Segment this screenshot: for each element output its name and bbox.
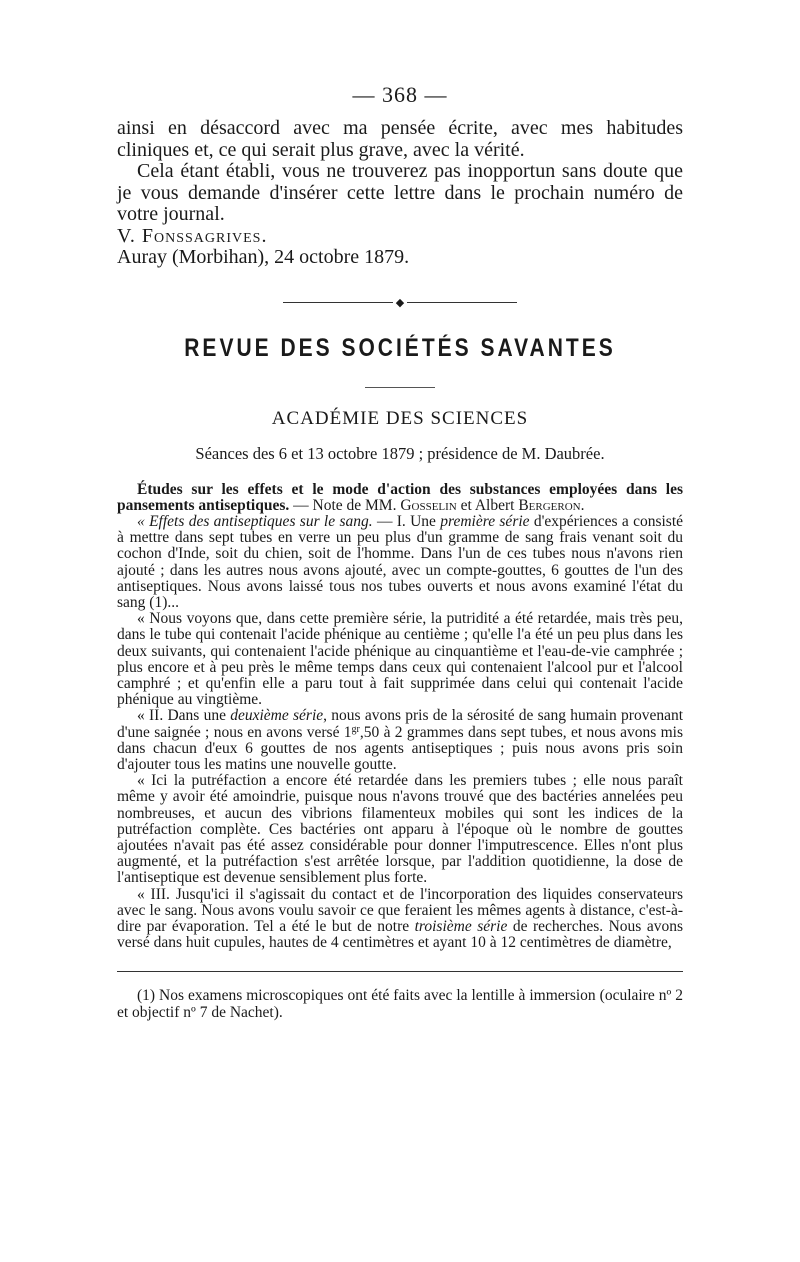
document-page — [117, 82, 683, 1021]
section-title: REVUE DES SOCIÉTÉS SAVANTES — [184, 334, 616, 362]
sessions-line: Séances des 6 et 13 octobre 1879 ; présidence de M. Daubrée. — [195, 443, 605, 463]
author-name: Bergeron — [518, 496, 581, 514]
author-name: Gosselin — [400, 496, 457, 514]
footnote: (1) Nos examens microscopiques ont été faits avec la lentille à immersion (oculaire nº 2 et objectif nº 7 de Nachet). — [117, 987, 683, 1021]
letter-paragraph: ainsi en désaccord avec ma pensée écrite, avec mes habitudes cliniques et, ce qui serait plus grave, avec la vérité. — [117, 117, 683, 161]
short-divider — [365, 387, 435, 388]
letter-closing — [117, 118, 683, 269]
article-title: Études sur les effets et le mode d'action des substances employées dans les pansements antiseptiques. — [117, 480, 683, 514]
sub-heading: « Effets des antiseptiques sur le sang. — [137, 512, 373, 530]
footnote-divider — [117, 971, 683, 972]
letter-place-date: Auray (Morbihan), 24 octobre 1879. — [117, 246, 410, 268]
article-paragraph: « Nous voyons que, dans cette première série, la putridité a été retardée, mais très peu, dans le tube qui contenait l'acide phénique au centième ; qu'elle l'a été un peu plus dans les deux suivants, qui contenaient l'acide phénique au cinquantième et l'eau-de-vie camphrée ; plus encore et à peu près le même temps dans ceux qui contenaient l'alcool pur et l'alcool camphré ; et qu'enfin elle a paru tout à fait supprimée dans celui qui contenait l'acide phénique au vingtième. — [117, 610, 683, 709]
article-paragraph: « Effets des antiseptiques sur le sang. — I. Une première série d'expériences a consisté à mettre dans sept tubes en verre un peu plus d'un gramme de sang frais venant soit du cochon d'Inde, soit du chien, soit de l'homme. Dans l'un de ces tubes nous n'avons rien ajouté ; dans les autres nous avons ajouté, avec un compte-gouttes, 6 gouttes de l'un des antiseptiques. Nous avons laissé tous nos tubes ouverts et nous avons examiné l'état du sang (1)... — [117, 512, 684, 611]
article-intro: Études sur les effets et le mode d'action des substances employées dans les pansements antiseptiques. — Note de MM. Gosselin et Albert Bergeron. — [117, 480, 683, 514]
article-paragraph: « II. Dans une deuxième série, nous avons pris de la sérosité de sang humain provenant d'une saignée ; nous en avons versé $1^{gr},50$ à 2 grammes dans sept tubes, et nous avons mis dans chacun d'eux 6 gouttes de nos agents antiseptiques ; puis nous avons pris soin d'ajouter tous les matins une nouvelle goutte. — [117, 707, 684, 773]
letter-paragraph: Cela étant établi, vous ne trouverez pas inopportun sans doute que je vous demande d'insérer cette lettre dans le prochain numéro de votre journal. — [117, 160, 683, 225]
article-paragraph: « Ici la putréfaction a encore été retardée dans les premiers tubes ; elle nous paraît même y avoir été amoindrie, puisque nous n'avons trouvé que des bactéries annelées peu nombreuses, et aucun des vibrions filamenteux mobiles qui sont les indices de la putréfaction complète. Ces bactéries ont apparu à l'époque où le nombre de gouttes ajoutées n'avait pas été assez considérable pour donner l'imputrescence. Elles n'ont plus augmenté, et la putréfaction s'est arrêtée lorsque, par l'addition quotidienne, la dose de l'antiseptique est devenue sensiblement plus forte. — [117, 772, 683, 887]
letter-signature — [117, 226, 683, 248]
article-body — [117, 482, 683, 952]
ornamental-divider: ◆ — [117, 297, 683, 309]
signature-text: V. Fonssagrives. — [117, 224, 268, 247]
article-paragraph: « III. Jusqu'ici il s'agissait du contact et de l'incorporation des liquides conservateurs avec le sang. Nous avons voulu savoir ce que feraient les mêmes agents à distance, c'est-à-dire par évaporation. Tel a été le but de notre troisième série de recherches. Nous avons versé dans huit cupules, hautes de 4 centimètres et ayant 10 à 12 centimètres de diamètre, — [117, 885, 683, 952]
page-number: — 368 — — [352, 82, 448, 107]
academy-title: ACADÉMIE DES SCIENCES — [271, 407, 529, 429]
